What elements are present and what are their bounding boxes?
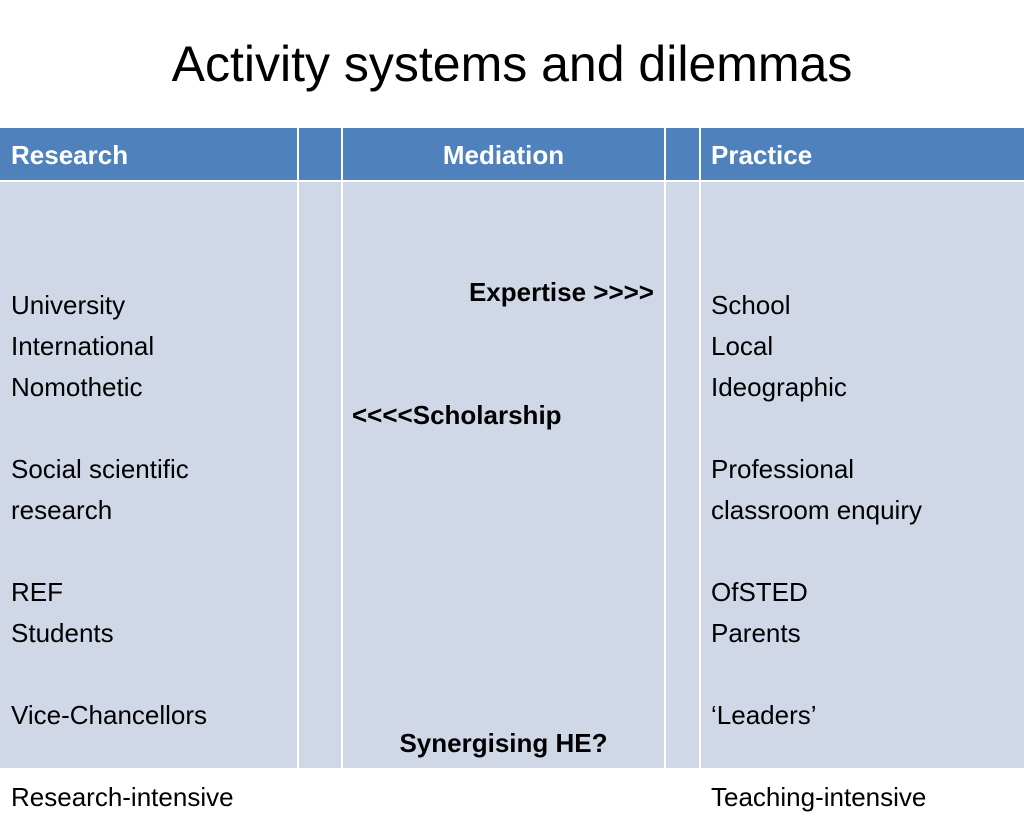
research-column: [0, 128, 297, 812]
mediation-expertise: Expertise >>>>: [468, 277, 654, 307]
mediation-column: [343, 128, 664, 768]
mediation-scholarship: <<<<Scholarship: [352, 400, 562, 430]
research-list: [11, 285, 234, 818]
practice-item-ideographic: Ideographic: [711, 372, 847, 402]
research-item-ref: REF: [11, 577, 63, 607]
mediation-cell: [343, 182, 664, 768]
practice-item-teaching-intensive: Teaching-intensive: [711, 782, 927, 812]
activity-table: [0, 128, 1024, 812]
research-item-international: International: [11, 331, 155, 361]
practice-cell: [701, 182, 1024, 812]
practice-item-leaders: ‘Leaders’: [711, 700, 817, 730]
spacer-cell-right: [666, 182, 699, 768]
practice-item-local: Local: [711, 331, 774, 361]
research-header: Research: [0, 128, 297, 182]
spacer-header-left: [299, 128, 341, 182]
practice-item-parents: Parents: [711, 618, 801, 648]
practice-column: [701, 128, 1024, 812]
practice-header: Practice: [701, 128, 1024, 182]
mediation-synergising: Synergising HE?: [399, 728, 608, 758]
slide-title: Activity systems and dilemmas: [171, 36, 853, 92]
research-item-vice-chancellors: Vice-Chancellors: [11, 700, 208, 730]
mediation-header: Mediation: [343, 128, 664, 182]
research-item-nomothetic: Nomothetic: [11, 372, 143, 402]
research-item-research-intensive: Research-intensive: [11, 782, 234, 812]
research-item-research: research: [11, 495, 113, 525]
spacer-column-right: [666, 128, 699, 768]
spacer-header-right: [666, 128, 699, 182]
spacer-cell-left: [299, 182, 341, 768]
research-item-social-scientific: Social scientific: [11, 454, 189, 484]
practice-item-school: School: [711, 290, 791, 320]
practice-item-classroom-enquiry: classroom enquiry: [711, 495, 922, 525]
practice-item-professional: Professional: [711, 454, 855, 484]
practice-item-ofsted: OfSTED: [711, 577, 808, 607]
research-item-students: Students: [11, 618, 114, 648]
practice-list: [711, 285, 926, 818]
spacer-column-left: [299, 128, 341, 768]
research-item-university: University: [11, 290, 126, 320]
research-cell: [0, 182, 297, 812]
